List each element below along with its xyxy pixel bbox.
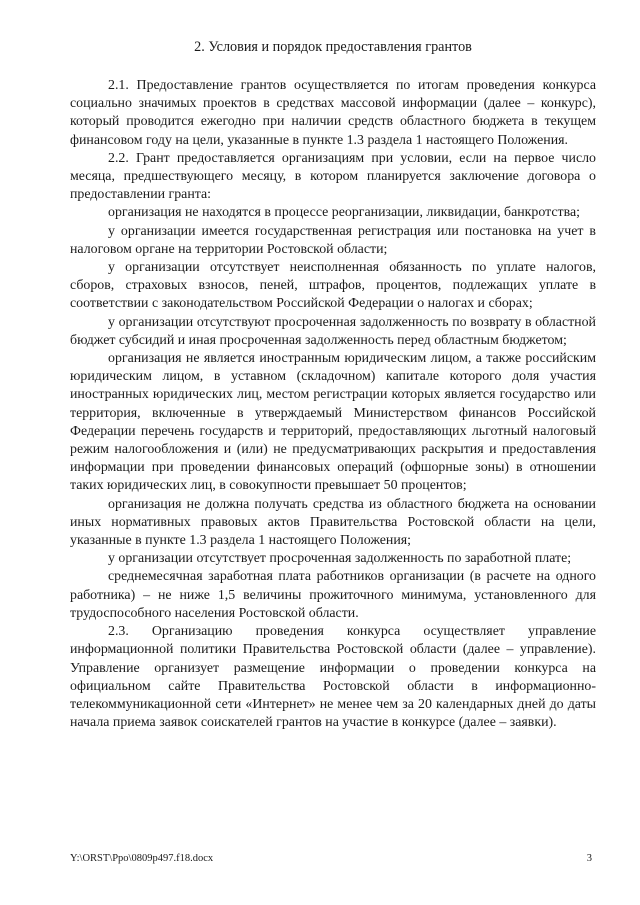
condition-no-salary-debt: у организации отсутствует просроченная задолженность по заработной плате;	[108, 551, 572, 567]
page-number: 3	[586, 853, 592, 864]
condition-registration: у организации имеется государственная регистрация или постановка на учет в налоговом органе на территории Ростовской области;	[70, 223, 596, 257]
condition-no-reorganization: организация не находятся в процессе реорганизации, ликвидации, банкротства;	[108, 205, 581, 221]
paragraph-2-2: 2.2. Грант предоставляется организациям при условии, если на первое число месяца, предшествующего месяцу, в котором планируется заключение договора о предоставлении гранта:	[70, 150, 596, 203]
paragraph-2-1: 2.1. Предоставление грантов осуществляется по итогам проведения конкурса социально значимых проектов в средствах массовой информации (далее – конкурс), который проводится ежегодно при наличии средств областного бюджета в текущем финансовом году на цели, указанные в пункте 1.3 раздела 1 настоящего Положения.	[70, 78, 596, 148]
condition-no-other-funding: организация не должна получать средства из областного бюджета на основании иных нормативных правовых актов Правительства Ростовской области на цели, указанные в пункте 1.3 раздела 1 настоящего Положения;	[70, 496, 596, 549]
condition-not-foreign-entity: организация не является иностранным юридическим лицом, а также российским юридическим лицом, в уставном (складочном) капитале которого доля участия иностранных юридических лиц, местом регистрации которых является государство или территория, включенные в утверждаемый Министерством финансов Российской Федерации перечень государств и территорий, предоставляющих льготный налоговый режим налогообложения и (или) не предусматривающих раскрытия и предоставления информации при проведении финансовых операций (офшорные зоны) в отношении таких юридических лиц, в совокупности превышает 50 процентов;	[70, 351, 596, 494]
section-heading: 2. Условия и порядок предоставления грантов	[194, 39, 472, 55]
document-page	[70, 38, 596, 732]
condition-no-tax-debt: у организации отсутствует неисполненная обязанность по уплате налогов, сборов, страховых взносов, пеней, штрафов, процентов, подлежащих уплате в соответствии с законодательством Российской Федерации о налогах и сборах;	[70, 260, 596, 312]
paragraph-2-3: 2.3. Организацию проведения конкурса осуществляет управление информационной политики Правительства Ростовской области (далее – управление). Управление организует размещение информации о проведении конкурса на официальном сайте Правительства Ростовской области в информационно-телекоммуникационной сети «Интернет» не менее чем за 20 календарных дней до даты начала приема заявок соискателей грантов на участие в конкурсе (далее – заявки).	[70, 624, 596, 731]
page-footer	[70, 852, 596, 866]
condition-average-salary: среднемесячная заработная плата работников организации (в расчете на одного работника) – не ниже 1,5 величины прожиточного минимума, установленного для трудоспособного населения Ростовской области.	[70, 569, 596, 621]
file-path: Y:\ORST\Ppo\0809p497.f18.docx	[70, 853, 214, 864]
condition-no-budget-debt: у организации отсутствуют просроченная задолженность по возврату в областной бюджет субсидий и иная просроченная задолженность перед областным бюджетом;	[70, 314, 596, 348]
